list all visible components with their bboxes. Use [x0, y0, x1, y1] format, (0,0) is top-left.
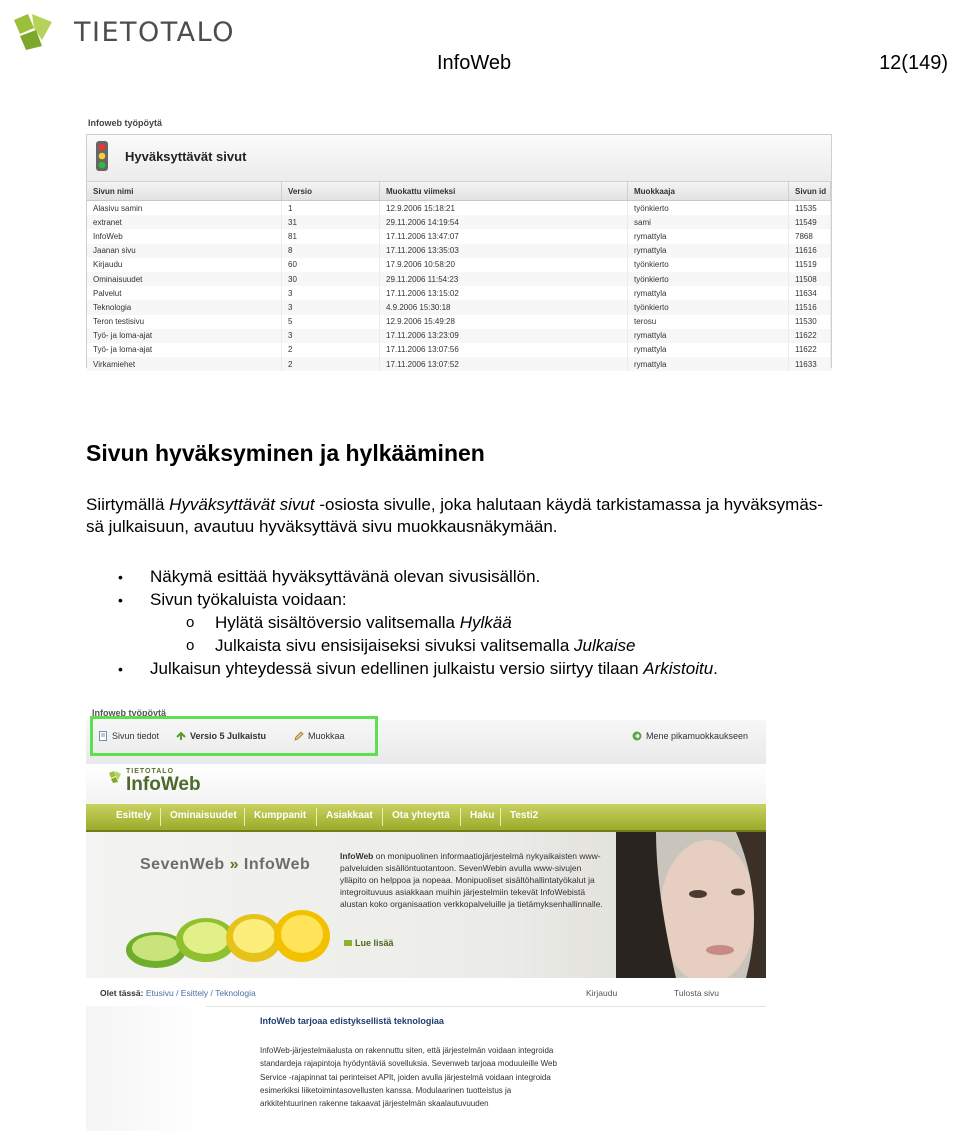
- edit-view-screenshot: [86, 706, 766, 1131]
- page-number: 12(149): [879, 52, 948, 74]
- site-header: [86, 764, 766, 804]
- sub-text: Julkaista sivu ensisijaiseksi sivuksi valitsemalla Julkaise: [215, 636, 636, 655]
- table-header-row: [87, 182, 831, 201]
- nav-item-haku[interactable]: Haku: [470, 810, 495, 821]
- col-version[interactable]: Versio: [282, 182, 380, 201]
- table-cell: 2: [282, 343, 380, 357]
- table-cell: Kirjaudu: [87, 258, 282, 272]
- table-cell: työnkierto: [628, 300, 789, 314]
- table-cell: rymattyla: [628, 357, 789, 371]
- table-cell: rymattyla: [628, 244, 789, 258]
- bullet-marker: •: [118, 569, 123, 585]
- arrow-circle-icon: [632, 731, 642, 741]
- nav-item-ota-yhteytta[interactable]: Ota yhteyttä: [392, 810, 450, 821]
- table-cell: rymattyla: [628, 229, 789, 243]
- site-brand-small: TIETOTALO: [126, 768, 175, 775]
- section-heading: Sivun hyväksyminen ja hylkääminen: [86, 440, 485, 466]
- table-cell: 11516: [789, 300, 831, 314]
- breadcrumb: Infoweb työpöytä: [88, 118, 162, 128]
- table-cell: Työ- ja loma-ajat: [87, 343, 282, 357]
- table-cell: 17.11.2006 13:07:56: [380, 343, 628, 357]
- col-page-id[interactable]: Sivun id: [789, 182, 831, 201]
- table-row[interactable]: [87, 286, 831, 300]
- sub-marker: o: [186, 637, 195, 654]
- bullet-text: Julkaisun yhteydessä sivun edellinen julkaistu versio siirtyy tilaan Arkistoitu.: [150, 659, 718, 678]
- table-cell: Palvelut: [87, 286, 282, 300]
- table-row[interactable]: [87, 357, 831, 371]
- table-cell: terosu: [628, 315, 789, 329]
- bullet-marker: •: [118, 661, 123, 677]
- nav-item-kumppanit[interactable]: Kumppanit: [254, 810, 307, 821]
- brand-name: TIETOTALO: [74, 16, 235, 48]
- quick-edit-label: Mene pikamuokkaukseen: [646, 731, 749, 741]
- approval-pages-screenshot: [86, 114, 832, 368]
- table-row[interactable]: [87, 258, 831, 272]
- hero-banner: [86, 832, 766, 978]
- table-cell: 3: [282, 329, 380, 343]
- table-cell: 31: [282, 215, 380, 229]
- site-logo-icon: [108, 770, 122, 784]
- doc-title: InfoWeb: [437, 52, 512, 74]
- banner-text: InfoWeb on monipuolinen informaatiojärjestelmä nykyaikaisten www-palveluiden sisällöntuotantoon. SevenWebin avulla www-sivujen ylläpito on helppoa ja nopeaa. Monipuoliset sisältöhallintatyökalut ja integroituvuus asiakkaan muihin järjestelmiin tekevät InfoWebistä alustan koko organisaation verkkopalveluille ja tietämyksenhallinnalle.: [340, 851, 603, 909]
- table-cell: 11622: [789, 343, 831, 357]
- table-cell: rymattyla: [628, 329, 789, 343]
- table-cell: 1: [282, 201, 380, 216]
- site-breadcrumb: Olet tässä: Etusivu / Esittely / Teknologia: [100, 988, 256, 998]
- publish-version-label: Versio 5 Julkaistu: [190, 731, 267, 741]
- bullet-marker: •: [118, 592, 123, 608]
- site-navigation: [86, 804, 766, 832]
- folder-icon: [344, 940, 352, 946]
- table-cell: 11634: [789, 286, 831, 300]
- table-cell: Teknologia: [87, 300, 282, 314]
- print-link[interactable]: Tulosta sivu: [674, 988, 720, 998]
- edit-label: Muokkaa: [308, 731, 345, 741]
- login-link[interactable]: Kirjaudu: [586, 988, 618, 998]
- table-cell: 3: [282, 286, 380, 300]
- tietotalo-logo-icon: [12, 12, 60, 52]
- traffic-light-icon: [95, 141, 109, 171]
- table-cell: 3: [282, 300, 380, 314]
- panel-title: Hyväksyttävät sivut: [125, 149, 247, 164]
- table-cell: 11549: [789, 215, 831, 229]
- table-cell: 7868: [789, 229, 831, 243]
- table-row[interactable]: [87, 215, 831, 229]
- table-cell: 2: [282, 357, 380, 371]
- table-cell: 11633: [789, 357, 831, 371]
- quick-edit-button[interactable]: [632, 731, 748, 741]
- table-cell: Virkamiehet: [87, 357, 282, 371]
- table-row[interactable]: [87, 272, 831, 286]
- nav-item-esittely[interactable]: Esittely: [116, 810, 152, 821]
- read-more-link[interactable]: Lue lisää: [344, 938, 394, 948]
- highlight-box: [90, 716, 378, 756]
- table-row[interactable]: [87, 315, 831, 329]
- breadcrumb-links[interactable]: Etusivu / Esittely / Teknologia: [145, 988, 256, 998]
- table-cell: 17.11.2006 13:35:03: [380, 244, 628, 258]
- table-cell: 30: [282, 272, 380, 286]
- table-row[interactable]: [87, 343, 831, 357]
- para-text-rest: -osiosta sivulle, joka halutaan käydä tarkistamassa ja hyväksymäs-: [314, 495, 823, 514]
- col-page-name[interactable]: Sivun nimi: [87, 182, 282, 201]
- para-italic: Hyväksyttävät sivut: [169, 495, 315, 514]
- table-cell: InfoWeb: [87, 229, 282, 243]
- table-row[interactable]: [87, 201, 831, 216]
- nav-item-testi2[interactable]: Testi2: [510, 810, 539, 821]
- table-cell: 11622: [789, 329, 831, 343]
- table-cell: 17.11.2006 13:23:09: [380, 329, 628, 343]
- table-cell: työnkierto: [628, 272, 789, 286]
- table-cell: 60: [282, 258, 380, 272]
- nav-item-asiakkaat[interactable]: Asiakkaat: [326, 810, 373, 821]
- table-cell: Alasivu samin: [87, 201, 282, 216]
- table-cell: Työ- ja loma-ajat: [87, 329, 282, 343]
- site-brand: InfoWeb: [126, 774, 201, 795]
- table-cell: 12.9.2006 15:49:28: [380, 315, 628, 329]
- panel-header: [87, 135, 831, 182]
- table-cell: 81: [282, 229, 380, 243]
- tietotalo-logo: [12, 12, 235, 52]
- left-sidebar: [86, 1006, 206, 1131]
- bullet-text: Sivun työkaluista voidaan:: [150, 590, 347, 609]
- table-cell: extranet: [87, 215, 282, 229]
- para-text: Siirtymällä: [86, 495, 170, 514]
- table-cell: 5: [282, 315, 380, 329]
- table-cell: 12.9.2006 15:18:21: [380, 201, 628, 216]
- table-cell: 11616: [789, 244, 831, 258]
- content-text: InfoWeb-järjestelmäalusta on rakennuttu siten, että järjestelmän voidaan integroida standardeja rajapintoja hyödyntäviä sovelluksia. Sevenweb tarjoaa moduuleille Web Service -rajapinnat tai perinteiset APIt, joiden avulla järjestelmä voidaan integroida esimerkiksi liiketoimintasovellusten kanssa. Modulaarinen tuotteistus ja arkkitehtuurinen rakenne takaavat järjestelmän skaalautuvuuden: [260, 1046, 557, 1109]
- intro-paragraph: [86, 494, 960, 538]
- table-cell: 17.11.2006 13:07:52: [380, 357, 628, 371]
- approval-panel: [86, 134, 832, 368]
- table-row[interactable]: [87, 300, 831, 314]
- table-row[interactable]: [87, 329, 831, 343]
- page-info-label: Sivun tiedot: [112, 731, 160, 741]
- table-cell: Ominaisuudet: [87, 272, 282, 286]
- table-cell: sami: [628, 215, 789, 229]
- table-row[interactable]: [87, 229, 831, 243]
- sub-text: Hylätä sisältöversio valitsemalla Hylkää: [215, 613, 512, 632]
- table-cell: 29.11.2006 14:19:54: [380, 215, 628, 229]
- citrus-fruits-image: [126, 888, 336, 974]
- col-editor[interactable]: Muokkaaja: [628, 182, 789, 201]
- table-cell: 11508: [789, 272, 831, 286]
- content-title: InfoWeb tarjoaa edistyksellistä teknologiaa: [260, 1016, 444, 1026]
- table-cell: 11530: [789, 315, 831, 329]
- table-cell: työnkierto: [628, 201, 789, 216]
- table-cell: 11535: [789, 201, 831, 216]
- table-cell: 29.11.2006 11:54:23: [380, 272, 628, 286]
- bullet-text: Näkymä esittää hyväksyttävänä olevan sivusisällön.: [150, 567, 541, 586]
- para-line2: sä julkaisuun, avautuu hyväksyttävä sivu muokkausnäkymään.: [86, 517, 558, 536]
- table-cell: rymattyla: [628, 343, 789, 357]
- table-cell: rymattyla: [628, 286, 789, 300]
- table-cell: 11519: [789, 258, 831, 272]
- approval-table: [87, 182, 831, 371]
- table-cell: työnkierto: [628, 258, 789, 272]
- table-cell: 17.11.2006 13:47:07: [380, 229, 628, 243]
- banner-title: SevenWeb » InfoWeb: [140, 856, 311, 873]
- nav-item-ominaisuudet[interactable]: Ominaisuudet: [170, 810, 237, 821]
- table-cell: 4.9.2006 15:30:18: [380, 300, 628, 314]
- breadcrumb: Infoweb työpöytä: [92, 708, 166, 718]
- table-row[interactable]: [87, 244, 831, 258]
- sub-marker: o: [186, 614, 195, 631]
- site-breadcrumb-bar: [86, 978, 766, 1007]
- table-cell: 8: [282, 244, 380, 258]
- col-modified[interactable]: Muokattu viimeksi: [380, 182, 628, 201]
- table-cell: Jaanan sivu: [87, 244, 282, 258]
- table-cell: 17.11.2006 13:15:02: [380, 286, 628, 300]
- table-cell: Teron testisivu: [87, 315, 282, 329]
- table-cell: 17.9.2006 10:58:20: [380, 258, 628, 272]
- woman-portrait-image: [616, 832, 766, 978]
